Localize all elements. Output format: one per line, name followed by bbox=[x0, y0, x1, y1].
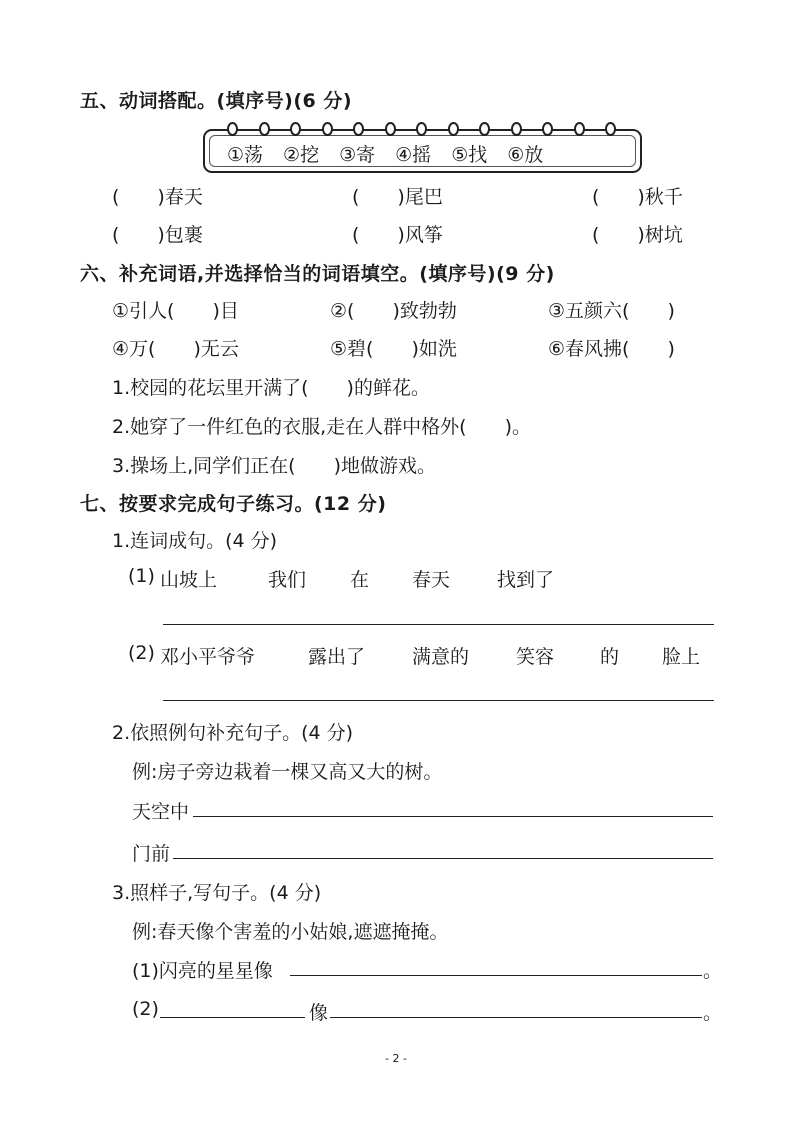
scrambled-word: 找到了 bbox=[497, 569, 555, 591]
word-option: ③寄 bbox=[339, 144, 376, 166]
ring-icon bbox=[353, 122, 364, 136]
answer-line[interactable] bbox=[163, 624, 714, 625]
ring-icon bbox=[605, 122, 616, 136]
scrambled-word: 的 bbox=[600, 646, 620, 668]
answer-line[interactable] bbox=[193, 816, 713, 817]
section-6-heading: 六、补充词语,并选择恰当的词语填空。(填序号)(9 分) bbox=[80, 263, 555, 285]
idiom-item: ③五颜六( ) bbox=[548, 300, 675, 322]
word-option: ⑥放 bbox=[507, 144, 544, 166]
ring-icon bbox=[479, 122, 490, 136]
part-2-title: 2.依照例句补充句子。(4 分) bbox=[112, 722, 354, 744]
scrambled-word: 脸上 bbox=[662, 646, 701, 668]
notebook-rings bbox=[227, 122, 622, 138]
match-item: ( )尾巴 bbox=[352, 186, 443, 208]
sentence-prompt: 天空中 bbox=[132, 801, 190, 823]
idiom-item: ④万( )无云 bbox=[112, 338, 239, 360]
ring-icon bbox=[227, 122, 238, 136]
answer-line[interactable] bbox=[163, 700, 714, 701]
scrambled-word: 满意的 bbox=[412, 646, 470, 668]
sentence-prompt: (1)闪亮的星星像 bbox=[132, 960, 273, 982]
match-item: ( )树坑 bbox=[592, 224, 683, 246]
answer-line[interactable] bbox=[173, 858, 713, 859]
ring-icon bbox=[416, 122, 427, 136]
part-1-title: 1.连词成句。(4 分) bbox=[112, 530, 278, 552]
ring-icon bbox=[385, 122, 396, 136]
ring-icon bbox=[448, 122, 459, 136]
section-5-heading: 五、动词搭配。(填序号)(6 分) bbox=[80, 90, 353, 112]
sentence-prompt: 像 bbox=[309, 1002, 329, 1024]
word-option: ②挖 bbox=[283, 144, 320, 166]
section-7-heading: 七、按要求完成句子练习。(12 分) bbox=[80, 493, 387, 515]
match-item: ( )包裹 bbox=[112, 224, 203, 246]
answer-line[interactable] bbox=[290, 975, 702, 976]
idiom-item: ⑥春风拂( ) bbox=[548, 338, 675, 360]
fill-question: 3.操场上,同学们正在( )地做游戏。 bbox=[112, 455, 436, 477]
idiom-item: ②( )致勃勃 bbox=[330, 300, 457, 322]
match-item: ( )风筝 bbox=[352, 224, 443, 246]
page-number: - 2 - bbox=[385, 1052, 407, 1065]
word-option: ④摇 bbox=[395, 144, 432, 166]
scrambled-word: 我们 bbox=[268, 569, 307, 591]
scrambled-word: 笑容 bbox=[516, 646, 555, 668]
ring-icon bbox=[511, 122, 522, 136]
idiom-item: ⑤碧( )如洗 bbox=[330, 338, 457, 360]
scrambled-word: 春天 bbox=[412, 569, 451, 591]
word-option: ①荡 bbox=[227, 144, 264, 166]
idiom-item: ①引人( )目 bbox=[112, 300, 239, 322]
fill-question: 2.她穿了一件红色的衣服,走在人群中格外( )。 bbox=[112, 416, 531, 438]
word-order-number: (2) bbox=[128, 642, 155, 664]
scrambled-word: 露出了 bbox=[308, 646, 366, 668]
ring-icon bbox=[290, 122, 301, 136]
ring-icon bbox=[322, 122, 333, 136]
word-order-number: (1) bbox=[128, 565, 155, 587]
match-item: ( )春天 bbox=[112, 186, 203, 208]
answer-line[interactable] bbox=[330, 1017, 702, 1018]
answer-line[interactable] bbox=[160, 1017, 305, 1018]
word-box bbox=[203, 129, 642, 173]
scrambled-word: 山坡上 bbox=[160, 569, 218, 591]
sentence-end: 。 bbox=[703, 1002, 723, 1024]
example-sentence: 例:春天像个害羞的小姑娘,遮遮掩掩。 bbox=[132, 921, 449, 943]
match-item: ( )秋千 bbox=[592, 186, 683, 208]
sentence-end: 。 bbox=[703, 960, 723, 982]
scrambled-word: 在 bbox=[350, 569, 370, 591]
example-sentence: 例:房子旁边栽着一棵又高又大的树。 bbox=[132, 761, 443, 783]
ring-icon bbox=[574, 122, 585, 136]
scrambled-word: 邓小平爷爷 bbox=[160, 646, 256, 668]
ring-icon bbox=[542, 122, 553, 136]
part-3-title: 3.照样子,写句子。(4 分) bbox=[112, 882, 322, 904]
word-options bbox=[227, 140, 543, 167]
word-option: ⑤找 bbox=[451, 144, 488, 166]
ring-icon bbox=[259, 122, 270, 136]
sentence-number: (2) bbox=[132, 998, 159, 1020]
fill-question: 1.校园的花坛里开满了( )的鲜花。 bbox=[112, 377, 430, 399]
sentence-prompt: 门前 bbox=[132, 843, 171, 865]
